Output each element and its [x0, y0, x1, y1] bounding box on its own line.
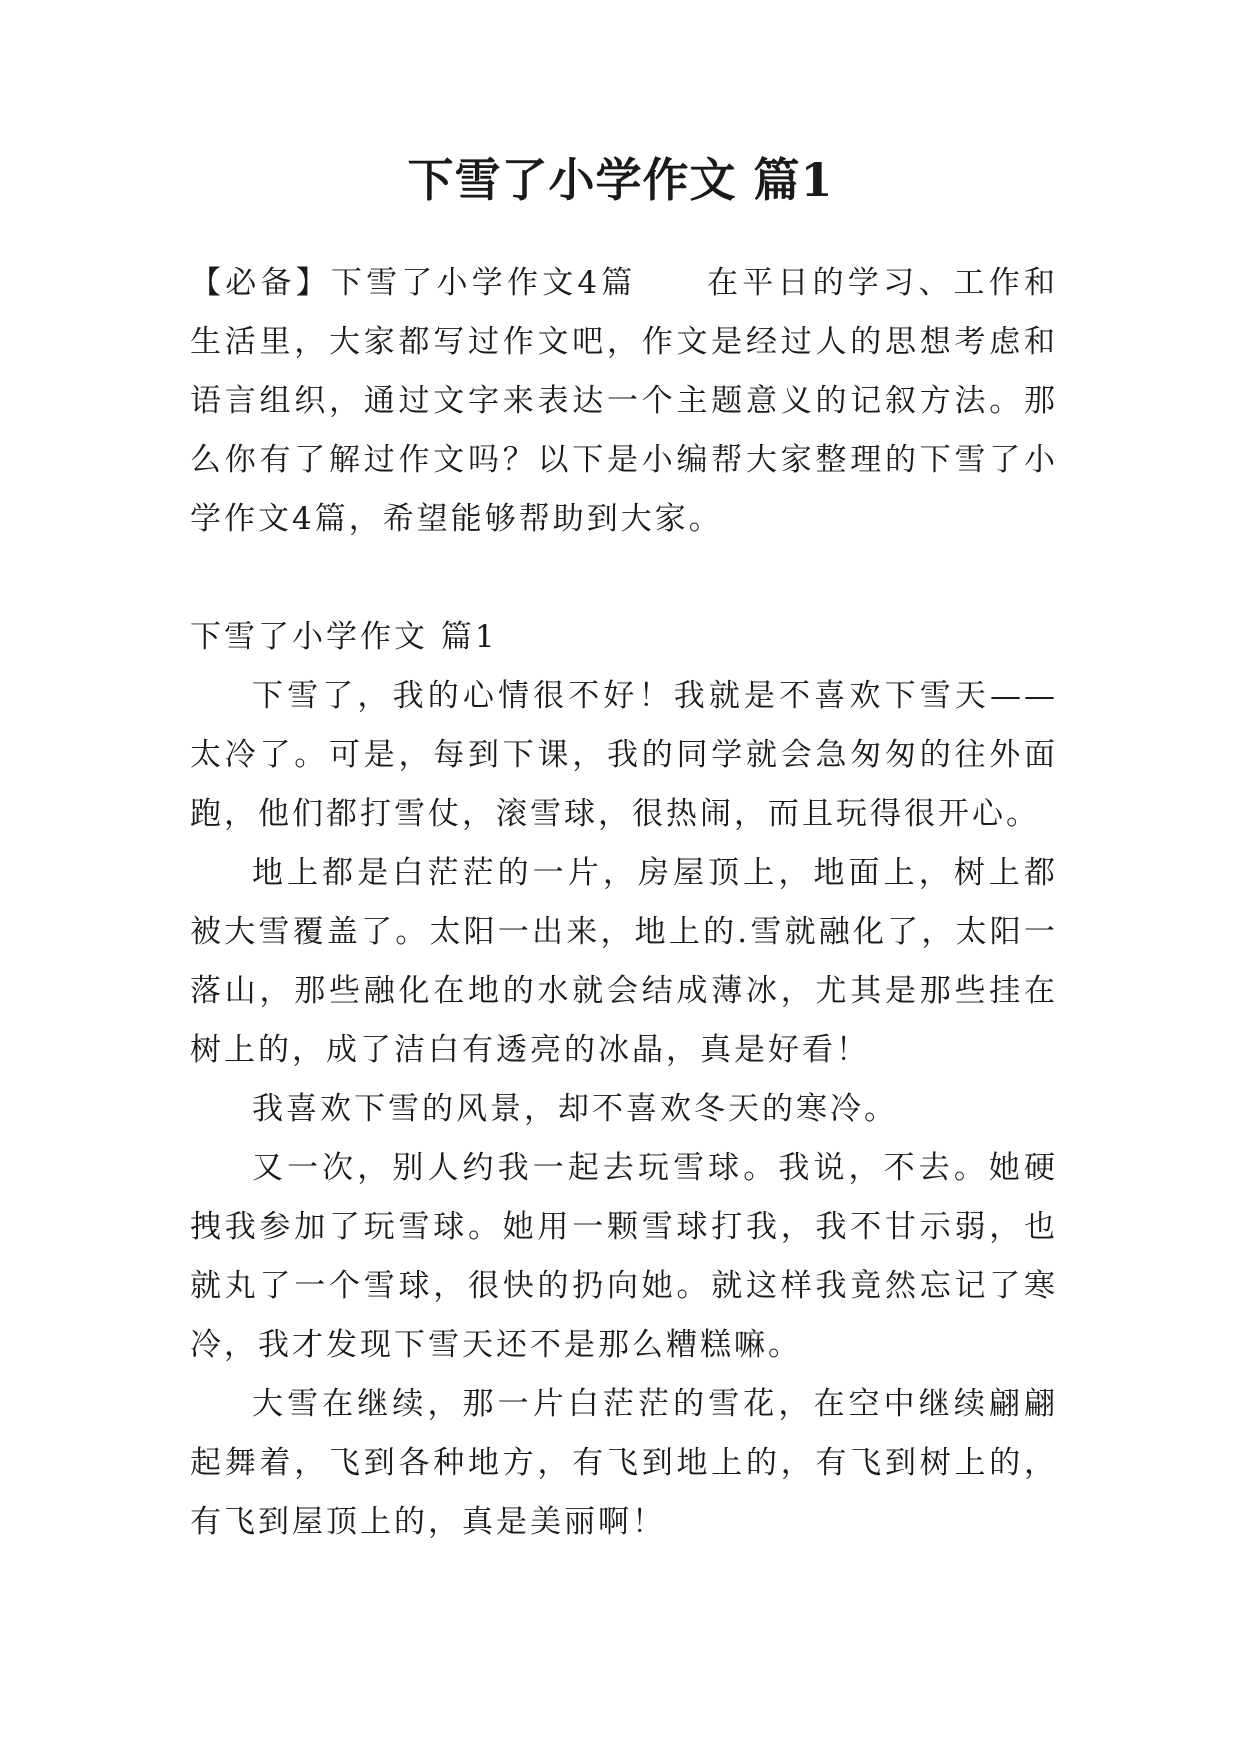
body-paragraph: 大雪在继续，那一片白茫茫的雪花，在空中继续翩翩起舞着，飞到各种地方，有飞到地上的，有飞到树上的，有飞到屋顶上的，真是美丽啊！ [190, 1386, 1058, 1540]
page-title: 下雪了小学作文 篇1 [407, 153, 834, 207]
document-body [190, 254, 1058, 1552]
intro-paragraph: 【必备】下雪了小学作文4篇 在平日的学习、工作和生活里，大家都写过作文吧，作文是经过人的思想考虑和语言组织，通过文字来表达一个主题意义的记叙方法。那么你有了解过作文吗？以下是小编帮大家整理的下雪了小学作文4篇，希望能够帮助到大家。 [190, 265, 1058, 537]
body-paragraph: 地上都是白茫茫的一片，房屋顶上，地面上，树上都被大雪覆盖了。太阳一出来，地上的.雪就融化了，太阳一落山，那些融化在地的水就会结成薄冰，尤其是那些挂在树上的，成了洁白有透亮的冰晶，真是好看！ [190, 855, 1058, 1068]
spacer [190, 549, 1058, 608]
body-paragraph: 下雪了，我的心情很不好！我就是不喜欢下雪天——太冷了。可是，每到下课，我的同学就会急匆匆的往外面跑，他们都打雪仗，滚雪球，很热闹，而且玩得很开心。 [190, 678, 1058, 832]
body-paragraph: 又一次，别人约我一起去玩雪球。我说，不去。她硬拽我参加了玩雪球。她用一颗雪球打我，我不甘示弱，也就丸了一个雪球，很快的扔向她。就这样我竟然忘记了寒冷，我才发现下雪天还不是那么糟糕嘛。 [190, 1150, 1058, 1363]
section-heading: 下雪了小学作文 篇1 [190, 619, 498, 655]
body-paragraph: 我喜欢下雪的风景，却不喜欢冬天的寒冷。 [252, 1091, 898, 1127]
